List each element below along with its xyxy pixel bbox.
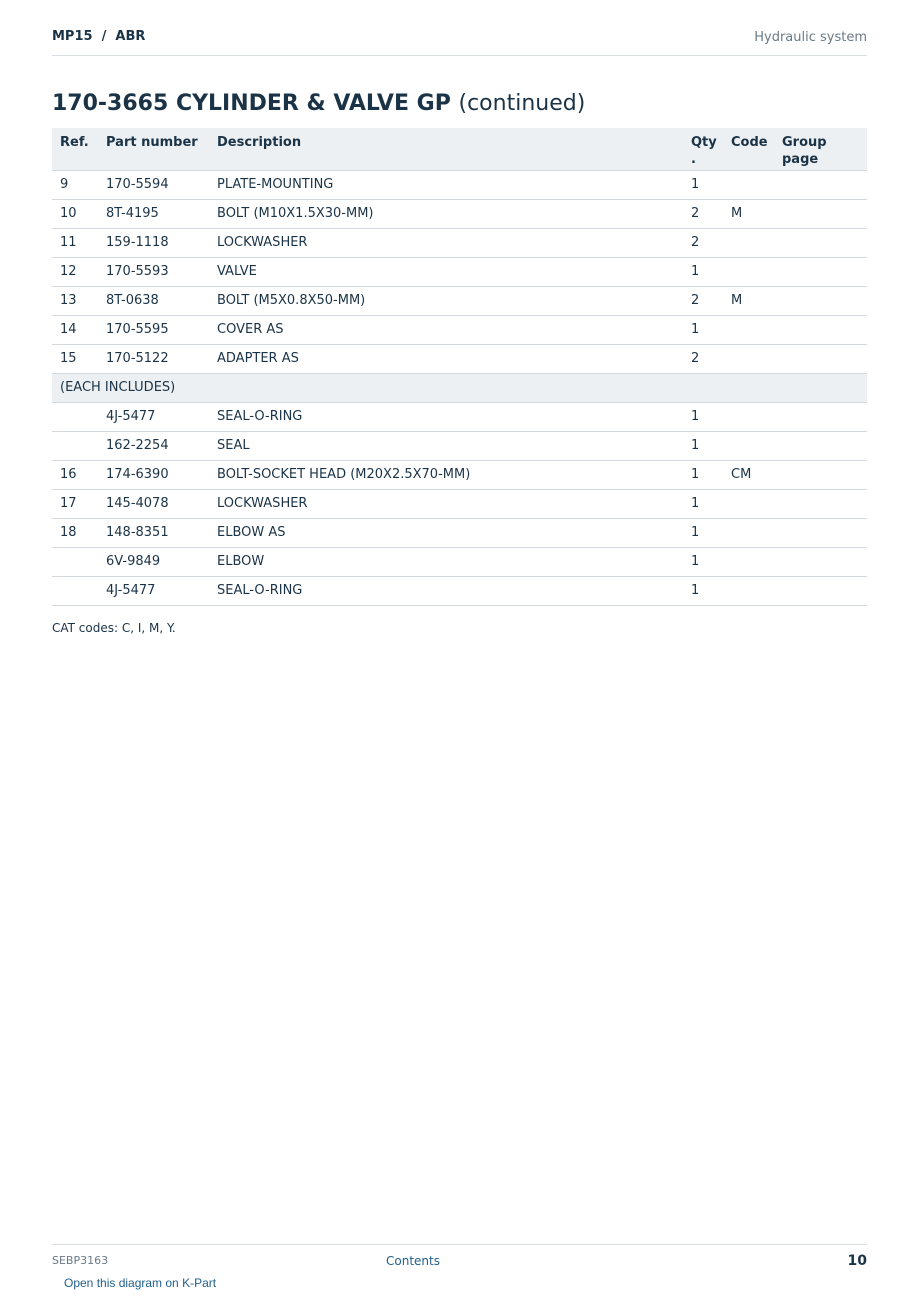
description-cell: SEAL-O-RING bbox=[209, 576, 683, 605]
code-cell bbox=[729, 489, 782, 518]
code-cell bbox=[729, 547, 782, 576]
col-header-code: Code bbox=[729, 128, 782, 170]
group-page-cell bbox=[782, 199, 867, 228]
col-header-qty: Qty . bbox=[683, 128, 729, 170]
part-number-cell: 170-5595 bbox=[98, 315, 209, 344]
table-row bbox=[52, 199, 867, 228]
table-row bbox=[52, 228, 867, 257]
code-cell bbox=[729, 257, 782, 286]
qty-cell: 1 bbox=[683, 170, 729, 199]
group-page-cell bbox=[782, 228, 867, 257]
description-cell: ELBOW AS bbox=[209, 518, 683, 547]
table-header-row bbox=[52, 128, 867, 170]
open-kpart-link[interactable]: Open this diagram on K-Part bbox=[64, 1276, 217, 1290]
part-number-cell: 174-6390 bbox=[98, 460, 209, 489]
part-number-cell: 162-2254 bbox=[98, 431, 209, 460]
description-cell: LOCKWASHER bbox=[209, 228, 683, 257]
qty-cell: 1 bbox=[683, 315, 729, 344]
table-row bbox=[52, 257, 867, 286]
part-number-cell: 4J-5477 bbox=[98, 576, 209, 605]
group-page-cell bbox=[782, 170, 867, 199]
group-page-cell bbox=[782, 576, 867, 605]
table-row bbox=[52, 518, 867, 547]
code-cell bbox=[729, 228, 782, 257]
code-cell: M bbox=[729, 286, 782, 315]
qty-cell: 1 bbox=[683, 257, 729, 286]
qty-cell: 1 bbox=[683, 576, 729, 605]
code-cell bbox=[729, 315, 782, 344]
col-header-ref: Ref. bbox=[52, 128, 98, 170]
table-row bbox=[52, 489, 867, 518]
qty-cell: 1 bbox=[683, 402, 729, 431]
col-header-group-page: Group page bbox=[782, 128, 867, 170]
qty-cell: 2 bbox=[683, 344, 729, 373]
ref-cell: 10 bbox=[52, 199, 98, 228]
cat-codes-note: CAT codes: C, I, M, Y. bbox=[52, 621, 176, 635]
part-number-cell: 170-5122 bbox=[98, 344, 209, 373]
description-cell: LOCKWASHER bbox=[209, 489, 683, 518]
code-cell bbox=[729, 576, 782, 605]
table-row bbox=[52, 344, 867, 373]
ref-cell bbox=[52, 576, 98, 605]
part-number-cell: 145-4078 bbox=[98, 489, 209, 518]
ref-cell bbox=[52, 402, 98, 431]
description-cell: BOLT (M5X0.8X50-MM) bbox=[209, 286, 683, 315]
group-page-cell bbox=[782, 489, 867, 518]
ref-cell: 17 bbox=[52, 489, 98, 518]
description-cell: PLATE-MOUNTING bbox=[209, 170, 683, 199]
code-cell bbox=[729, 518, 782, 547]
group-page-cell bbox=[782, 286, 867, 315]
ref-cell: 11 bbox=[52, 228, 98, 257]
table-row bbox=[52, 576, 867, 605]
code-cell bbox=[729, 402, 782, 431]
qty-cell: 2 bbox=[683, 286, 729, 315]
ref-cell: 18 bbox=[52, 518, 98, 547]
code-cell: CM bbox=[729, 460, 782, 489]
code-cell bbox=[729, 431, 782, 460]
qty-cell: 1 bbox=[683, 431, 729, 460]
group-page-cell bbox=[782, 518, 867, 547]
ref-cell: 13 bbox=[52, 286, 98, 315]
group-page-cell bbox=[782, 257, 867, 286]
table-row bbox=[52, 286, 867, 315]
group-page-cell bbox=[782, 344, 867, 373]
table-row bbox=[52, 402, 867, 431]
ref-cell bbox=[52, 431, 98, 460]
page-footer bbox=[52, 1244, 867, 1275]
ref-cell: 16 bbox=[52, 460, 98, 489]
description-cell: ADAPTER AS bbox=[209, 344, 683, 373]
qty-cell: 1 bbox=[683, 547, 729, 576]
part-number-cell: 170-5594 bbox=[98, 170, 209, 199]
table-row bbox=[52, 170, 867, 199]
group-page-cell bbox=[782, 460, 867, 489]
parts-table-body bbox=[52, 170, 867, 605]
page-title bbox=[52, 89, 585, 119]
description-cell: BOLT-SOCKET HEAD (M20X2.5X70-MM) bbox=[209, 460, 683, 489]
ref-cell bbox=[52, 547, 98, 576]
description-cell: COVER AS bbox=[209, 315, 683, 344]
description-cell: ELBOW bbox=[209, 547, 683, 576]
page-header bbox=[52, 28, 867, 56]
description-cell: SEAL bbox=[209, 431, 683, 460]
part-number-cell: 148-8351 bbox=[98, 518, 209, 547]
assembly-title: 170-3665 CYLINDER & VALVE GP bbox=[52, 91, 451, 116]
part-number-cell: 8T-4195 bbox=[98, 199, 209, 228]
contents-link[interactable]: Contents bbox=[386, 1254, 440, 1268]
parts-table bbox=[52, 128, 867, 606]
ref-cell: 9 bbox=[52, 170, 98, 199]
part-number-cell: 6V-9849 bbox=[98, 547, 209, 576]
part-number-cell: 8T-0638 bbox=[98, 286, 209, 315]
section-name: Hydraulic system bbox=[754, 30, 867, 45]
qty-cell: 1 bbox=[683, 489, 729, 518]
breadcrumb: MP15 / ABR bbox=[52, 29, 146, 44]
ref-cell: 12 bbox=[52, 257, 98, 286]
qty-cell: 1 bbox=[683, 518, 729, 547]
group-label: (EACH INCLUDES) bbox=[52, 373, 867, 402]
continued-label: (continued) bbox=[458, 91, 586, 116]
code-cell bbox=[729, 170, 782, 199]
qty-cell: 2 bbox=[683, 199, 729, 228]
group-header-row bbox=[52, 373, 867, 402]
qty-cell: 1 bbox=[683, 460, 729, 489]
part-number-cell: 4J-5477 bbox=[98, 402, 209, 431]
col-header-part-number: Part number bbox=[98, 128, 209, 170]
group-page-cell bbox=[782, 431, 867, 460]
group-page-cell bbox=[782, 315, 867, 344]
code-cell: M bbox=[729, 199, 782, 228]
group-page-cell bbox=[782, 547, 867, 576]
ref-cell: 14 bbox=[52, 315, 98, 344]
description-cell: SEAL-O-RING bbox=[209, 402, 683, 431]
table-row bbox=[52, 460, 867, 489]
col-header-description: Description bbox=[209, 128, 683, 170]
ref-cell: 15 bbox=[52, 344, 98, 373]
code-cell bbox=[729, 344, 782, 373]
table-row bbox=[52, 547, 867, 576]
table-row bbox=[52, 315, 867, 344]
document-code: SEBP3163 bbox=[52, 1254, 109, 1267]
qty-cell: 2 bbox=[683, 228, 729, 257]
page-number: 10 bbox=[847, 1253, 867, 1269]
description-cell: VALVE bbox=[209, 257, 683, 286]
description-cell: BOLT (M10X1.5X30-MM) bbox=[209, 199, 683, 228]
part-number-cell: 170-5593 bbox=[98, 257, 209, 286]
table-row bbox=[52, 431, 867, 460]
group-page-cell bbox=[782, 402, 867, 431]
part-number-cell: 159-1118 bbox=[98, 228, 209, 257]
